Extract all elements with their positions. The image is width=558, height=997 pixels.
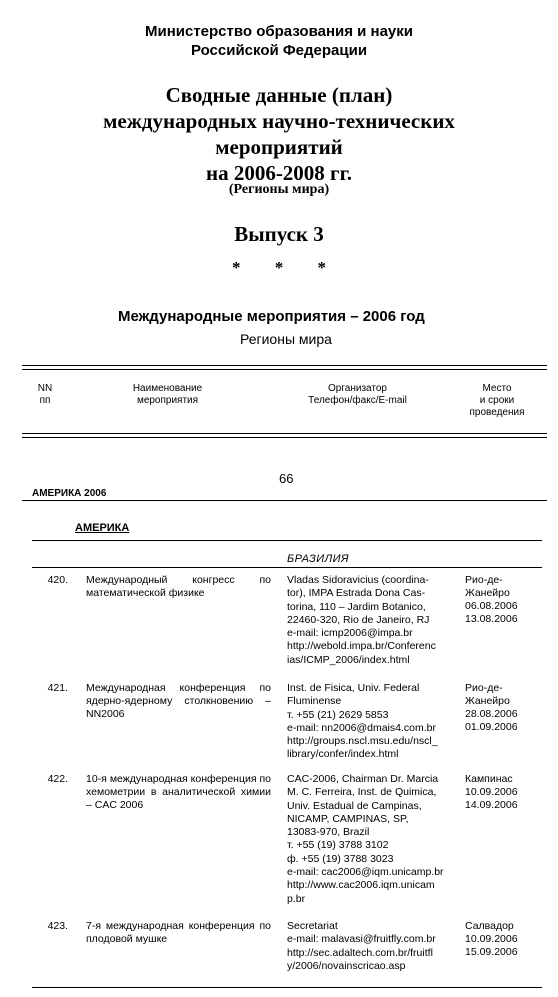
organizer-line: M. C. Ferreira, Inst. de Quimica,	[287, 786, 437, 799]
place-line: Кампинас	[465, 773, 513, 785]
title-line: на 2006-2008 гг.	[205, 161, 353, 185]
col-header-line: Телефон/факс/E-mail	[308, 395, 407, 406]
entry-number: 423.	[47, 920, 68, 932]
organizer-url: ias/ICMP_2006/index.html	[287, 653, 410, 666]
table-bottom-rule	[32, 987, 542, 988]
organizer-url: y/2006/novainscricao.asp	[287, 959, 406, 972]
country-label: БРАЗИЛИЯ	[287, 553, 350, 565]
entry-name: Международная конференция по ядерно-ядерному столкновению – NN2006	[86, 682, 271, 720]
organizer-line: Univ. Estadual de Campinas,	[287, 799, 422, 812]
organizer-line: torina, 110 – Jardim Botanico,	[287, 600, 426, 613]
ministry-heading	[0, 22, 558, 60]
place-date: 13.08.2006	[465, 613, 518, 625]
page-number: 66	[279, 471, 294, 486]
col-header-line: и сроки	[479, 395, 515, 406]
organizer-line: 22460-320, Rio de Janeiro, RJ	[287, 613, 430, 626]
organizer-line: NICAMP, CAMPINAS, SP,	[287, 812, 409, 825]
organizer-url: library/confer/index.html	[287, 748, 399, 761]
organizer-url: http://www.cac2006.iqm.unicam	[287, 879, 435, 892]
header-bottom-rule	[22, 433, 547, 438]
col-header-line: проведения	[469, 407, 525, 418]
entry-organizer	[287, 920, 455, 973]
organizer-email: e-mail: cac2006@iqm.unicamp.br	[287, 866, 444, 879]
organizer-line: Secretariat	[287, 920, 338, 932]
region-label: АМЕРИКА	[75, 522, 130, 534]
ministry-line: Министерство образования и науки	[144, 23, 414, 40]
place-line: Салвадор	[465, 920, 514, 932]
header-top-rule	[22, 365, 547, 370]
organizer-email: e-mail: nn2006@dmais4.com.br	[287, 721, 436, 734]
place-line: Рио-де-	[465, 682, 503, 694]
document-title	[0, 82, 558, 186]
place-date: 28.08.2006	[465, 708, 518, 720]
organizer-url: p.br	[287, 892, 306, 905]
col-header-line: пп	[39, 395, 51, 406]
ministry-line: Российской Федерации	[190, 42, 368, 59]
place-date: 14.09.2006	[465, 799, 518, 811]
place-date: 15.09.2006	[465, 946, 518, 958]
organizer-line: 13083-970, Brazil	[287, 826, 370, 839]
organizer-phone: т. +55 (19) 3788 3102	[287, 839, 389, 852]
entry-name: 10-я международная конференция по хемометрии в аналитической химии – CAC 2006	[86, 773, 271, 811]
stars-divider: * * *	[232, 258, 326, 277]
col-header-line: мероприятия	[136, 395, 199, 406]
col-header-place	[462, 383, 532, 419]
entry-number: 420.	[47, 574, 68, 586]
running-head: АМЕРИКА 2006	[32, 488, 107, 499]
title-line: мероприятий	[215, 135, 343, 159]
entry-place	[465, 682, 545, 734]
col-header-num	[30, 383, 60, 407]
place-line: Жанейро	[465, 695, 510, 707]
issue-number: Выпуск 3	[234, 222, 324, 246]
region-rule	[32, 540, 542, 541]
section-heading: Международные мероприятия – 2006 год	[118, 308, 425, 325]
entry-number: 421.	[47, 682, 68, 694]
country-rule	[32, 567, 542, 568]
entry-place	[465, 574, 545, 626]
section-subheading: Регионы мира	[240, 331, 332, 347]
place-date: 10.09.2006	[465, 933, 518, 945]
entry-organizer	[287, 574, 455, 667]
organizer-line: CAC-2006, Chairman Dr. Marcia	[287, 773, 439, 785]
col-header-line: NN	[37, 383, 53, 394]
organizer-line: Fluminense	[287, 695, 342, 708]
col-header-line: Место	[482, 383, 512, 394]
organizer-line: tor), IMPA Estrada Dona Cas-	[287, 587, 426, 600]
place-date: 06.08.2006	[465, 600, 518, 612]
organizer-phone: т. +55 (21) 2629 5853	[287, 708, 389, 721]
title-line: международных научно-технических	[103, 109, 455, 133]
entry-organizer	[287, 682, 455, 762]
organizer-url: http://groups.nscl.msu.edu/nscl_	[287, 735, 438, 748]
entry-place	[465, 920, 545, 959]
place-date: 10.09.2006	[465, 786, 518, 798]
entry-place	[465, 773, 545, 812]
place-date: 01.09.2006	[465, 721, 518, 733]
organizer-email: e-mail: malavasi@fruitfly.com.br	[287, 933, 436, 946]
organizer-url: http://sec.adaltech.com.br/fruitfl	[287, 946, 433, 959]
entry-name: 7-я международная конференция по плодовой мушке	[86, 920, 271, 945]
entry-number: 422.	[47, 773, 68, 785]
entry-organizer	[287, 773, 455, 906]
regions-subtitle: (Регионы мира)	[228, 182, 330, 197]
organizer-url: http://webold.impa.br/Conferenc	[287, 640, 436, 653]
organizer-fax: ф. +55 (19) 3788 3023	[287, 852, 394, 865]
entry-name: Международный конгресс по математической физике	[86, 574, 271, 599]
title-line: Сводные данные (план)	[165, 83, 393, 107]
running-head-rule	[22, 500, 547, 501]
col-header-line: Наименование	[132, 383, 203, 394]
place-line: Жанейро	[465, 587, 510, 599]
organizer-email: e-mail: icmp2006@impa.br	[287, 627, 413, 640]
organizer-line: Vladas Sidoravicius (coordina-	[287, 574, 429, 586]
col-header-organizer	[290, 383, 425, 407]
col-header-line: Организатор	[328, 383, 387, 394]
organizer-line: Inst. de Fisica, Univ. Federal	[287, 682, 420, 694]
place-line: Рио-де-	[465, 574, 503, 586]
col-header-name	[110, 383, 225, 407]
